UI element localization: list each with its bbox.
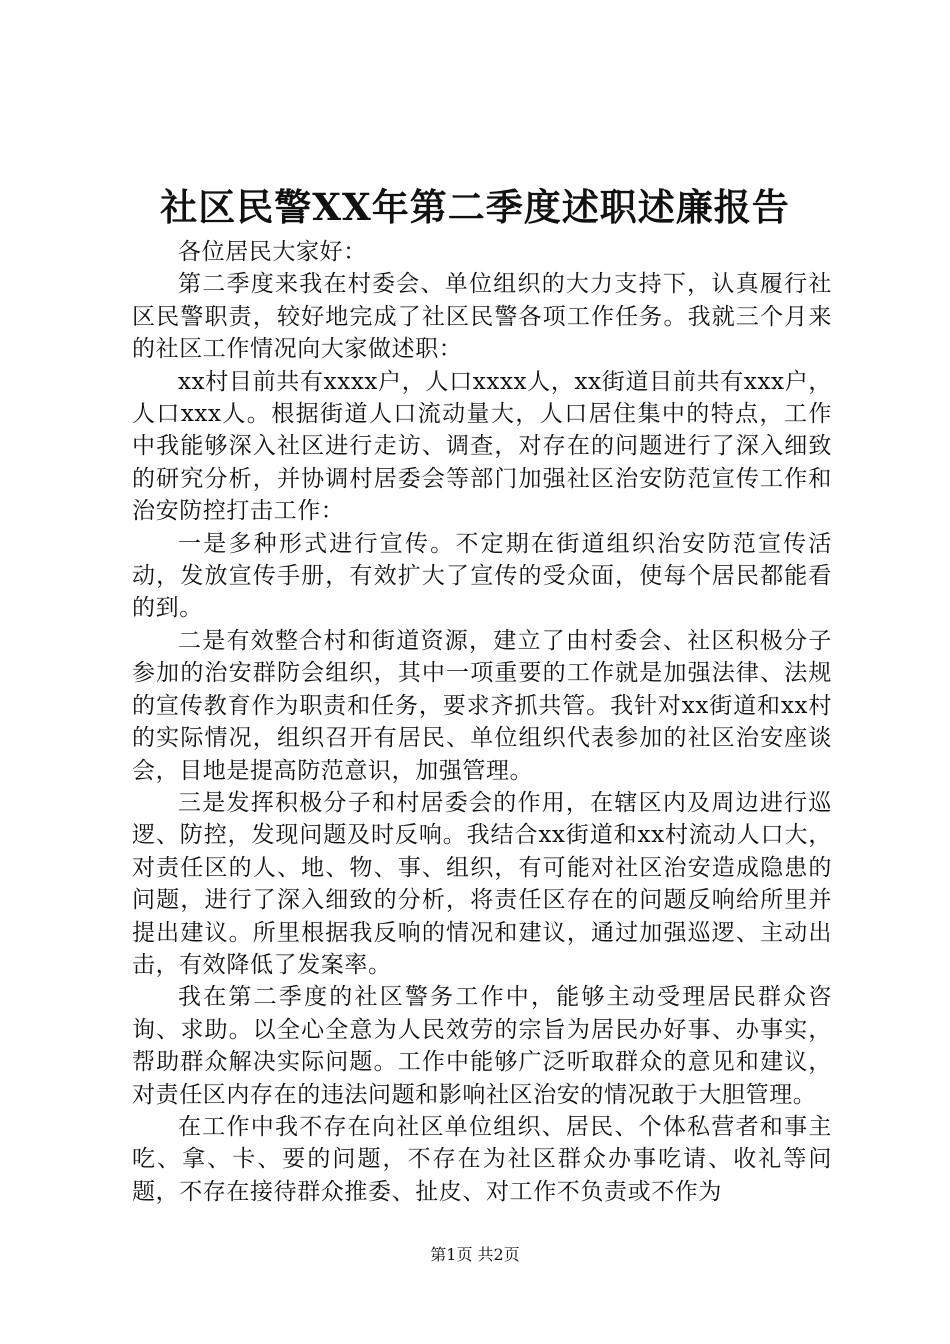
integrity-paragraph: 在工作中我不存在向社区单位组织、居民、个体私营者和事主吃、拿、卡、要的问题，不存在为社区群众办事吃请、收礼等问题，不存在接待群众推委、扯皮、对工作不负责或不作为 [132,1113,832,1205]
intro-paragraph: 第二季度来我在村委会、单位组织的大力支持下，认真履行社区民警职责，较好地完成了社区民警各项工作任务。我就三个月来的社区工作情况向大家做述职： [132,271,832,363]
point-two-paragraph: 二是有效整合村和街道资源，建立了由村委会、社区积极分子参加的治安群防会组织，其中一项重要的工作就是加强法律、法规的宣传教育作为职责和任务，要求齐抓共管。我针对xx街道和xx村的实际情况，组织召开有居民、单位组织代表参加的社区治安座谈会，目地是提高防范意识，加强管理。 [132,627,832,784]
greeting-paragraph: 各位居民大家好： [178,239,367,265]
service-paragraph: 我在第二季度的社区警务工作中，能够主动受理居民群众咨询、求助。以全心全意为人民效劳的宗旨为居民办好事、办事实，帮助群众解决实际问题。工作中能够广泛听取群众的意见和建议，对责任区内存在的违法问题和影响社区治安的情况敢于大胆管理。 [132,984,832,1108]
point-three-paragraph: 三是发挥积极分子和村居委会的作用，在辖区内及周边进行巡逻、防控，发现问题及时反响。我结合xx街道和xx村流动人口大，对责任区的人、地、物、事、组织，有可能对社区治安造成隐患的问题，进行了深入细致的分析，将责任区存在的问题反响给所里并提出建议。所里根据我反响的情况和建议，通过加强巡逻、主动出击，有效降低了发案率。 [132,789,832,978]
point-one-paragraph: 一是多种形式进行宣传。不定期在街道组织治安防范宣传活动，发放宣传手册，有效扩大了宣传的受众面，使每个居民都能看的到。 [132,530,832,622]
document-body [132,236,832,1208]
overview-paragraph: xx村目前共有xxxx户，人口xxxx人，xx街道目前共有xxx户，人口xxx人。根据街道人口流动量大，人口居住集中的特点，工作中我能够深入社区进行走访、调查，对存在的问题进行了深入细致的研究分析，并协调村居委会等部门加强社区治安防范宣传工作和治安防控打击工作： [132,368,832,525]
page-number-footer: 第1页 共2页 [430,1245,520,1264]
document-title: 社区民警XX年第二季度述职述廉报告 [160,185,790,229]
